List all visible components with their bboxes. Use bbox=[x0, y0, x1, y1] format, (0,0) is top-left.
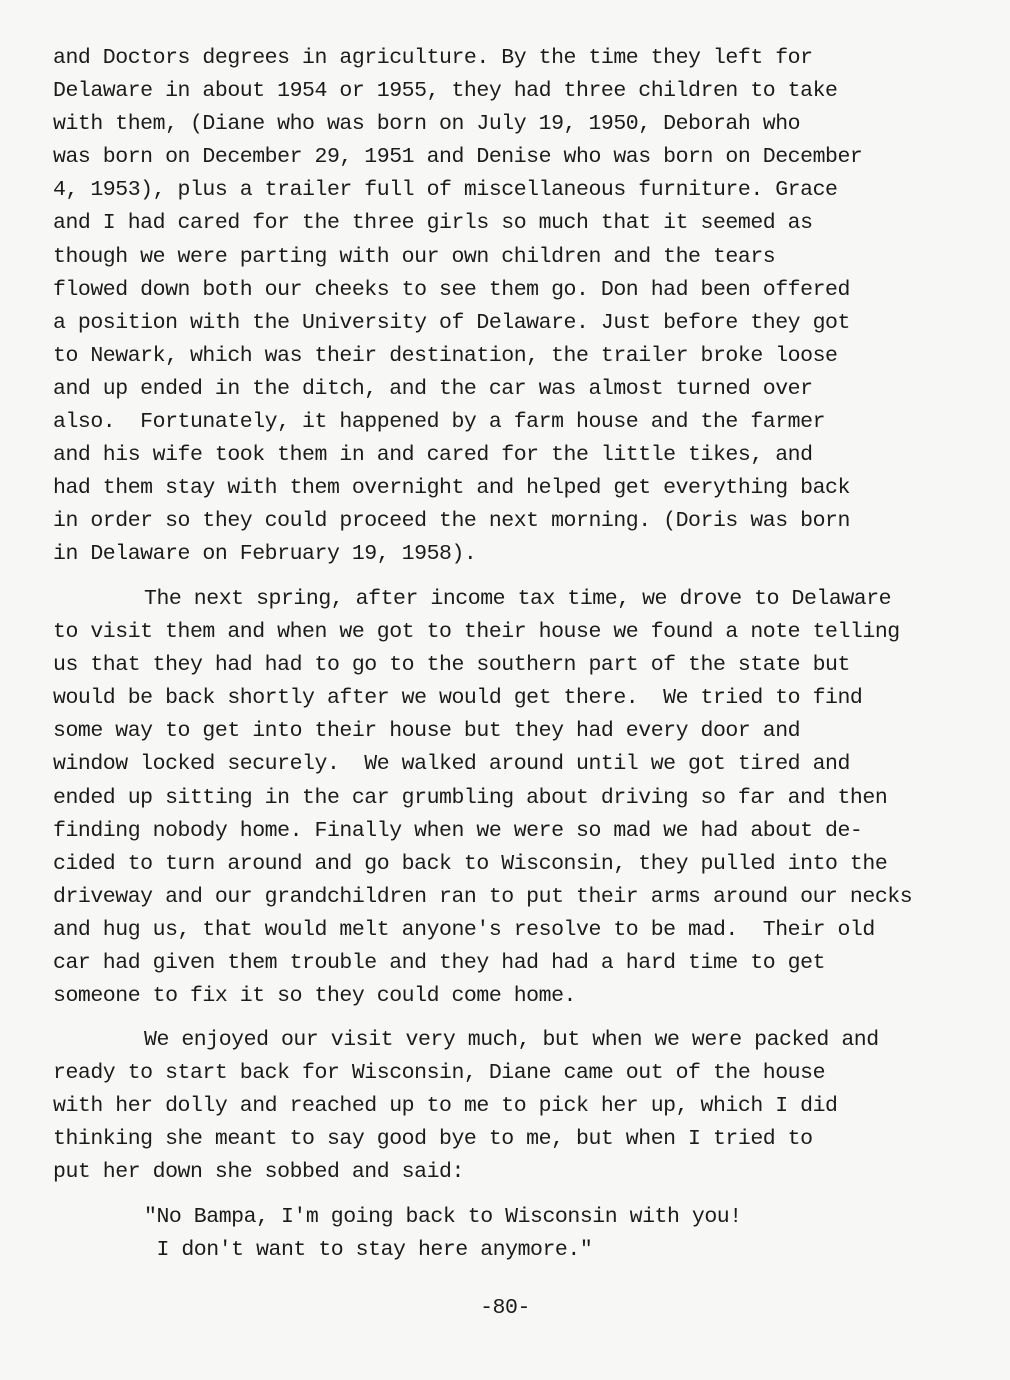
text-line: car had given them trouble and they had had a hard time to get bbox=[53, 951, 826, 976]
text-line: some way to get into their house but they had every door and bbox=[53, 719, 801, 744]
paragraph-2 bbox=[53, 583, 912, 1013]
text-line: ended up sitting in the car grumbling about driving so far and then bbox=[53, 785, 888, 810]
text-line: 4, 1953), plus a trailer full of miscellaneous furniture. Grace bbox=[53, 178, 838, 203]
text-line: window locked securely. We walked around until we got tired and bbox=[53, 752, 850, 777]
text-line: driveway and our grandchildren ran to put their arms around our necks bbox=[53, 884, 913, 909]
text-line: had them stay with them overnight and helped get everything back bbox=[53, 476, 850, 501]
text-line: a position with the University of Delaware. Just before they got bbox=[53, 310, 850, 335]
text-line: also. Fortunately, it happened by a farm house and the farmer bbox=[53, 410, 826, 435]
page-number: -80- bbox=[480, 1296, 530, 1320]
text-line: and I had cared for the three girls so much that it seemed as bbox=[53, 211, 813, 236]
text-line: and up ended in the ditch, and the car was almost turned over bbox=[53, 376, 813, 401]
text-line: finding nobody home. Finally when we were so mad we had about de- bbox=[53, 818, 863, 843]
quotation bbox=[144, 1201, 742, 1267]
text-line: and hug us, that would melt anyone's resolve to be mad. Their old bbox=[53, 917, 875, 942]
text-line: put her down she sobbed and said: bbox=[53, 1160, 464, 1185]
quote-line: I don't want to stay here anymore." bbox=[144, 1238, 593, 1263]
paragraph-1 bbox=[53, 42, 862, 572]
text-line: to visit them and when we got to their house we found a note telling bbox=[53, 620, 900, 645]
paragraph-3 bbox=[53, 1024, 879, 1189]
text-line: with her dolly and reached up to me to pick her up, which I did bbox=[53, 1094, 838, 1119]
text-line: someone to fix it so they could come home. bbox=[53, 984, 576, 1009]
text-line: The next spring, after income tax time, we drove to Delaware bbox=[144, 587, 892, 611]
text-line: with them, (Diane who was born on July 19, 1950, Deborah who bbox=[53, 112, 801, 137]
text-line: to Newark, which was their destination, the trailer broke loose bbox=[53, 343, 838, 368]
text-line: in order so they could proceed the next morning. (Doris was born bbox=[53, 509, 850, 534]
text-line: cided to turn around and go back to Wisconsin, they pulled into the bbox=[53, 851, 888, 876]
text-line: and Doctors degrees in agriculture. By the time they left for bbox=[53, 46, 813, 70]
text-line: though we were parting with our own children and the tears bbox=[53, 244, 776, 269]
text-line: would be back shortly after we would get there. We tried to find bbox=[53, 686, 863, 711]
text-line: in Delaware on February 19, 1958). bbox=[53, 542, 477, 567]
text-line: We enjoyed our visit very much, but when we were packed and bbox=[144, 1028, 879, 1052]
text-line: thinking she meant to say good bye to me, but when I tried to bbox=[53, 1127, 813, 1152]
text-line: us that they had had to go to the southern part of the state but bbox=[53, 653, 850, 678]
text-line: flowed down both our cheeks to see them go. Don had been offered bbox=[53, 277, 850, 302]
text-line: ready to start back for Wisconsin, Diane came out of the house bbox=[53, 1061, 826, 1086]
text-line: Delaware in about 1954 or 1955, they had three children to take bbox=[53, 79, 838, 104]
text-line: was born on December 29, 1951 and Denise who was born on December bbox=[53, 145, 863, 170]
text-line: and his wife took them in and cared for the little tikes, and bbox=[53, 443, 813, 468]
quote-line: "No Bampa, I'm going back to Wisconsin with you! bbox=[144, 1205, 742, 1229]
